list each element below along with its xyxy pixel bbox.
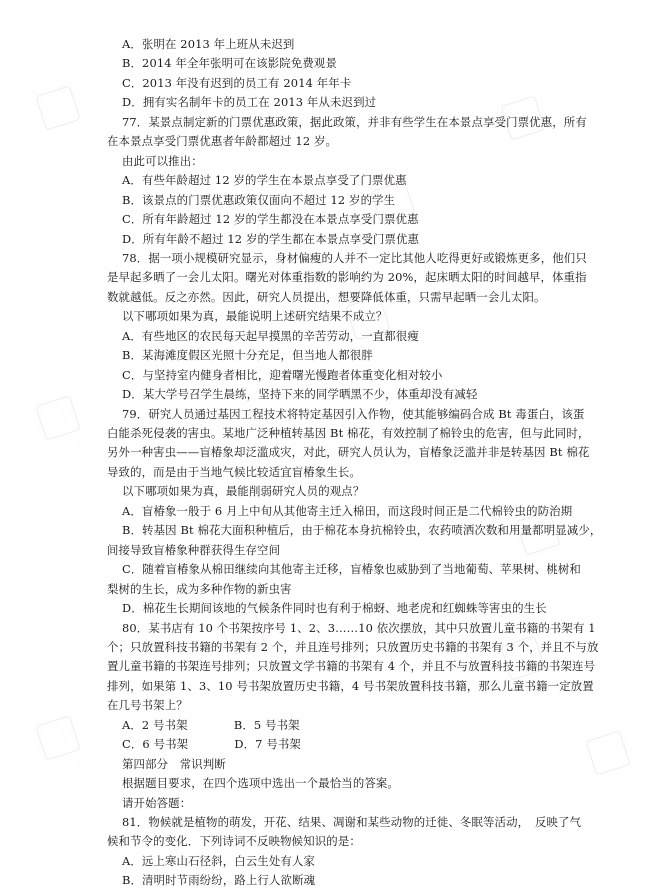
text-line: 以下哪项如果为真，最能削弱研究人员的观点？ bbox=[122, 484, 365, 499]
text-line: 是早起多晒了一会儿太阳。曙光对体重指数的影响约为 20%，起床晒太阳的时间越早，体重指 bbox=[107, 270, 587, 285]
text-line: 在本景点享受门票优惠者年龄都超过 12 岁。 bbox=[107, 134, 338, 149]
text-line: A．远上寒山石径斜，白云生处有人家 bbox=[122, 853, 316, 868]
text-line: 81．物候就是植物的萌发，开花、结果、凋谢和某些动物的迁徙、冬眠等活动， 反映了气 bbox=[122, 815, 582, 829]
text-line: 第四部分 常识判断 bbox=[122, 756, 226, 771]
text-line: 置儿童书籍的书架连号排列；只放置文学书籍的书架有 4 个，并且不与放置科技书籍的书架连号 bbox=[107, 659, 596, 674]
text-line: B．该景点的门票优惠政策仅面向不超过 12 岁的学生 bbox=[122, 192, 396, 207]
text-line: B．某海滩度假区光照十分充足，但当地人都很胖 bbox=[122, 348, 373, 363]
text-line: 另外一种害虫——盲椿象却泛滥成灾，对此，研究人员认为，盲椿象泛滥并非是转基因 Bt 棉花 bbox=[107, 445, 590, 460]
text-line: A．2 号书架 B．5 号书架 bbox=[122, 717, 300, 732]
text-line: B．转基因 Bt 棉花大面积种植后，由于棉花本身抗棉铃虫，农药喷洒次数和用量都明显减少， bbox=[122, 523, 602, 538]
text-line: 候和节令的变化．下列诗词不反映物候知识的是： bbox=[107, 834, 361, 849]
text-line: C．与坚持室内健身者相比，迎着曙光慢跑者体重变化相对较小 bbox=[122, 367, 443, 382]
text-line: A．有些地区的农民每天起早摸黑的辛苦劳动，一直都很瘦 bbox=[122, 328, 419, 343]
text-line: D．拥有实名制年卡的员工在 2013 年从未迟到过 bbox=[122, 95, 377, 110]
text-line: C．2013 年没有迟到的员工有 2014 年年卡 bbox=[122, 75, 352, 90]
text-line: C．随着盲椿象从棉田继续向其他寄主迁移，盲椿象也威胁到了当地葡萄、苹果树、桃树和 bbox=[122, 562, 581, 577]
text-line: 在几号书架上？ bbox=[107, 698, 188, 713]
text-line: D．棉花生长期间该地的气候条件同时也有利于棉蚜、地老虎和红蜘蛛等害虫的生长 bbox=[122, 601, 547, 616]
watermark-stamp bbox=[35, 715, 80, 760]
text-line: 间接导致盲椿象种群获得生存空间 bbox=[107, 542, 281, 557]
text-line: 由此可以推出： bbox=[122, 153, 203, 168]
text-line: C．6 号书架 D．7 号书架 bbox=[122, 737, 301, 752]
text-line: B．清明时节雨纷纷，路上行人欲断魂 bbox=[122, 873, 316, 888]
text-line: D．某大学号召学生晨练，坚持下来的同学晒黑不少，体重却没有减轻 bbox=[122, 387, 478, 402]
text-line: 数就越低。反之亦然。因此，研究人员提出，想要降低体重，只需早起晒一会儿太阳。 bbox=[107, 289, 546, 304]
text-line: 请开始答题： bbox=[122, 795, 192, 810]
watermark-stamp bbox=[35, 395, 80, 440]
text-line: 78．据一项小规模研究显示，身材偏瘦的人并不一定比其他人吃得更好或锻炼更多，他们只 bbox=[122, 250, 587, 265]
text-line: 白能杀死侵袭的害虫。某地广泛种植转基因 Bt 棉花，有效控制了棉铃虫的危害，但与此同时， bbox=[107, 426, 590, 440]
text-line: B．2014 年全年张明可在该影院免费观景 bbox=[122, 56, 337, 71]
text-line: 排列，如果第 1、3、10 号书架放置历史书籍，4 号书架放置科技书籍，那么儿童书籍一定放置 bbox=[107, 678, 594, 693]
text-line: 导致的，而是由于当地气候比较适宜盲椿象生长。 bbox=[107, 464, 361, 479]
text-line: C．所有年龄超过 12 岁的学生都没在本景点享受门票优惠 bbox=[122, 212, 419, 227]
text-line: 个；只放置科技书籍的书架有 2 个，并且连号排列；只放置历史书籍的书架有 3 个，并且不与放 bbox=[107, 639, 599, 654]
text-line: A．有些年龄超过 12 岁的学生在本景点享受了门票优惠 bbox=[122, 173, 407, 188]
watermark-stamp bbox=[35, 85, 80, 130]
text-line: 79．研究人员通过基因工程技术将特定基因引入作物，使其能够编码合成 Bt 毒蛋白，该蛋 bbox=[122, 406, 585, 421]
text-line: 80．某书店有 10 个书架按序号 1、2、3……10 依次摆放，其中只放置儿童书籍的书架有 1 bbox=[122, 620, 596, 635]
text-line: A．张明在 2013 年上班从未迟到 bbox=[122, 37, 295, 51]
text-line: 以下哪项如果为真，最能说明上述研究结果不成立？ bbox=[122, 309, 388, 324]
text-line: 梨树的生长，成为多种作物的新虫害 bbox=[107, 581, 292, 596]
text-line: A．盲椿象一般于 6 月上中旬从其他寄主迁入棉田，而这段时间正是二代棉铃虫的防治期 bbox=[122, 503, 573, 518]
text-line: D．所有年龄不超过 12 岁的学生都在本景点享受门票优惠 bbox=[122, 231, 420, 246]
text-line: 77．某景点制定新的门票优惠政策，据此政策，并非有些学生在本景点享受门票优惠，所有 bbox=[122, 114, 587, 129]
text-line: 根据题目要求，在四个选项中选出一个最恰当的答案。 bbox=[122, 776, 399, 791]
